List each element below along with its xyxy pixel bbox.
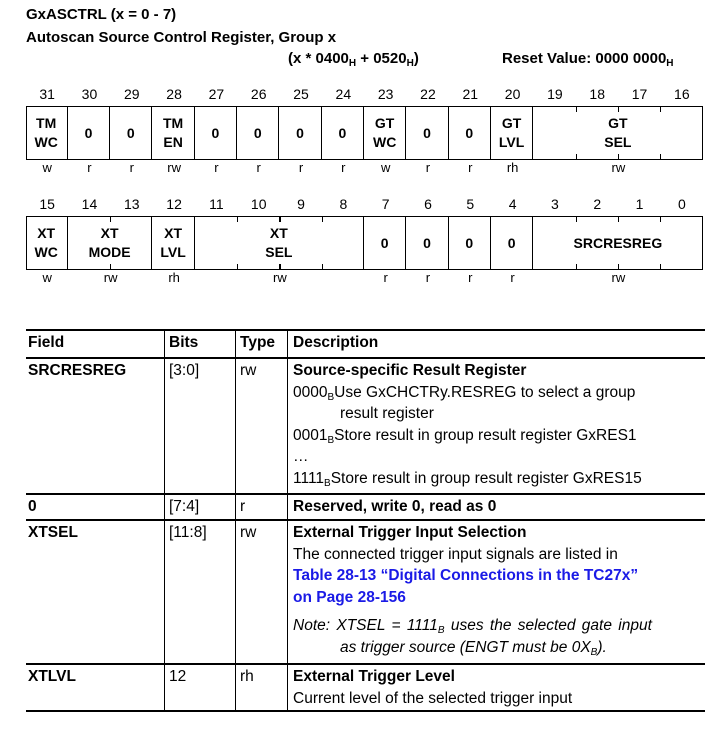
bit-number: 6	[424, 196, 432, 212]
header-bits: Bits	[169, 334, 199, 351]
bit-number: 12	[166, 196, 182, 212]
bit-number: 9	[297, 196, 305, 212]
bit-field-name: WC	[34, 134, 58, 150]
bit-field	[533, 217, 702, 269]
bit-number: 28	[166, 86, 182, 102]
bit-field-name: 0	[126, 124, 135, 141]
bit-number: 25	[293, 86, 309, 102]
bit-number: 1	[635, 196, 644, 212]
access-type: r	[129, 162, 134, 175]
bit-field-label	[423, 234, 431, 253]
bit-number: 16	[674, 86, 690, 102]
bit-number: 19	[547, 86, 563, 102]
bit-number: 7	[381, 196, 390, 212]
register-offset	[288, 50, 419, 67]
access-type: r	[425, 272, 431, 285]
field-bits: [3:0]	[169, 362, 200, 379]
bit-field-name: 0	[465, 234, 474, 251]
access-type: r	[341, 162, 346, 175]
offset-prefix: (x * 0400	[288, 50, 349, 67]
bit-field-label	[381, 234, 389, 253]
table-rule	[26, 357, 705, 359]
bit-field-label	[465, 234, 473, 253]
bit-field-label	[373, 114, 396, 152]
table-reference-link[interactable]: Table 28-13 “Digital Connections in the TC27x”	[293, 567, 639, 584]
bit-field-label	[508, 234, 516, 253]
page-reference-link[interactable]: on Page 28-156	[293, 588, 406, 606]
bit-field-label	[89, 224, 131, 262]
field-name: XTSEL	[28, 524, 78, 541]
bit-field	[26, 217, 68, 269]
bit-field	[533, 107, 702, 159]
bit-tick	[279, 217, 280, 222]
access-type: rh	[506, 162, 519, 175]
value-code: 0001	[293, 426, 328, 444]
bit-field-label	[85, 124, 93, 143]
bit-field	[279, 107, 321, 159]
bit-field	[364, 107, 406, 159]
bit-field-name: XT	[164, 225, 183, 241]
access-type: r	[383, 272, 388, 285]
bit-field-name: LVL	[160, 244, 186, 260]
header-field: Field	[28, 334, 65, 351]
description-text: Current level of the selected trigger input	[293, 689, 573, 707]
bit-number: 5	[466, 196, 475, 212]
access-type: w	[380, 162, 391, 175]
bit-tick	[660, 107, 661, 112]
access-type: r	[510, 272, 515, 285]
field-type: rh	[240, 668, 254, 685]
bit-field-label	[423, 124, 431, 143]
bit-number: 11	[209, 196, 224, 212]
bit-tick	[322, 264, 323, 269]
bit-field	[449, 107, 491, 159]
bit-tick	[576, 217, 577, 222]
field-bits: [11:8]	[169, 524, 207, 541]
bit-field	[26, 107, 68, 159]
bit-field-name: LVL	[498, 134, 525, 150]
bit-field	[364, 217, 406, 269]
reset-sub: H	[666, 58, 674, 69]
bit-number: 4	[508, 196, 517, 212]
bit-field-label	[34, 114, 57, 152]
bit-number: 13	[123, 196, 140, 212]
note-text: Note: XTSEL = 1111	[293, 617, 438, 634]
table-rule	[26, 519, 705, 521]
bit-field-name: TM	[36, 115, 57, 131]
bit-number: 2	[593, 196, 602, 212]
ellipsis: …	[293, 448, 309, 465]
bit-field-name: EN	[163, 134, 183, 150]
table-rule	[26, 493, 705, 495]
bit-field-name: WC	[34, 244, 58, 260]
bit-number: 14	[81, 196, 98, 212]
bit-field-name: MODE	[88, 244, 131, 260]
value-code: 0000	[293, 383, 328, 401]
bit-field-name: 0	[423, 124, 431, 141]
offset-sub: H	[348, 58, 357, 69]
bit-field-name: GT	[608, 115, 628, 131]
access-type: r	[87, 162, 92, 175]
bit-number: 21	[462, 86, 479, 102]
bit-tick	[279, 264, 280, 269]
column-divider	[287, 329, 288, 711]
bit-field-name: 0	[211, 124, 220, 141]
table-rule	[26, 329, 705, 331]
bit-field-name: XT	[100, 225, 119, 241]
bit-field-name: 0	[465, 124, 474, 141]
bit-field-name: 0	[423, 234, 431, 251]
table-rule	[26, 663, 705, 665]
bit-field-label	[499, 114, 524, 152]
bit-field-name: 0	[380, 234, 389, 251]
bit-field	[237, 107, 279, 159]
bit-field-label	[160, 224, 185, 262]
bit-field	[110, 107, 152, 159]
bit-field-label	[296, 124, 304, 143]
bit-tick	[576, 154, 577, 159]
bit-field-label	[465, 124, 473, 143]
bit-field-label	[127, 124, 135, 143]
bit-field-name: SEL	[265, 244, 293, 260]
access-type: w	[42, 162, 52, 175]
access-type: r	[298, 162, 304, 175]
bit-field	[152, 107, 194, 159]
bit-number: 17	[631, 86, 648, 102]
bit-tick	[322, 217, 323, 222]
note-continued	[293, 637, 705, 659]
access-type: r	[425, 162, 431, 175]
value-base: B	[327, 391, 335, 403]
bit-field	[152, 217, 194, 269]
bit-tick	[576, 264, 577, 269]
field-name: SRCRESREG	[28, 362, 127, 379]
access-type: r	[256, 162, 261, 175]
bit-field-name: 0	[296, 124, 304, 141]
value-text-continued: result register	[340, 405, 434, 422]
bit-tick	[110, 264, 111, 269]
bit-number: 27	[208, 86, 225, 102]
column-divider	[164, 329, 165, 711]
bit-field-label	[212, 124, 220, 143]
header-description: Description	[293, 334, 379, 351]
field-bits: 12	[169, 668, 187, 685]
bit-tick	[237, 217, 238, 222]
bit-tick	[237, 264, 238, 269]
access-type: rh	[168, 272, 180, 285]
bit-number: 24	[335, 86, 352, 102]
bit-tick	[618, 107, 619, 112]
bit-field	[491, 217, 533, 269]
field-description	[293, 522, 705, 658]
note-base: B	[437, 625, 445, 636]
bit-field	[491, 107, 533, 159]
note-text: as trigger source (ENGT must be 0X	[340, 638, 591, 656]
bit-field	[195, 107, 237, 159]
description-title: Source-specific Result Register	[293, 362, 527, 379]
reset-value	[502, 50, 674, 67]
field-name: 0	[28, 498, 37, 515]
bit-field-label	[265, 224, 292, 262]
value-base: B	[324, 477, 331, 489]
bit-field-name: 0	[507, 234, 516, 251]
bit-field-label	[574, 234, 663, 253]
bit-field-name: TM	[162, 115, 184, 131]
bit-number: 10	[250, 196, 267, 212]
description-title: External Trigger Level	[293, 668, 455, 685]
bit-tick	[576, 107, 577, 112]
bit-number: 23	[377, 86, 394, 102]
bit-field-name: XT	[37, 225, 56, 241]
bit-number: 20	[504, 86, 521, 102]
bit-number: 30	[81, 86, 98, 102]
value-entry	[293, 382, 703, 404]
bit-field-name: 0	[84, 124, 93, 141]
bit-numbers	[26, 86, 703, 104]
bit-field-name: WC	[372, 134, 397, 150]
field-type: r	[240, 498, 246, 515]
register-name: GxASCTRL (x = 0 - 7)	[26, 6, 177, 23]
bit-tick	[618, 264, 619, 269]
bit-number: 15	[39, 196, 55, 212]
bit-field-label	[338, 124, 346, 143]
access-type: r	[214, 162, 219, 175]
access-type: rw	[611, 272, 626, 285]
bit-tick	[660, 154, 661, 159]
bit-field	[68, 107, 110, 159]
bit-field-name: XT	[269, 225, 288, 241]
bit-tick	[660, 217, 661, 222]
register-title: Autoscan Source Control Register, Group x	[26, 29, 337, 46]
bit-field	[449, 217, 491, 269]
bit-number: 22	[420, 86, 436, 102]
bit-tick	[618, 154, 619, 159]
bit-field-label	[163, 114, 183, 152]
bit-tick	[110, 217, 111, 222]
field-name: XTLVL	[28, 668, 76, 685]
description-title: External Trigger Input Selection	[293, 524, 527, 541]
access-type: r	[468, 272, 473, 285]
bit-field	[68, 217, 153, 269]
bit-field-box	[26, 106, 703, 160]
bit-number: 26	[250, 86, 267, 102]
description-text: The connected trigger input signals are listed in	[293, 545, 618, 563]
offset-suffix: )	[413, 50, 419, 67]
value-base: B	[327, 434, 335, 446]
value-text: Use GxCHCTRy.RESREG to select a group	[334, 383, 636, 401]
bit-number: 18	[589, 86, 605, 102]
note-base: B	[590, 646, 598, 658]
note-text: uses the selected gate input	[444, 617, 652, 634]
bit-field	[406, 107, 448, 159]
note-text: ).	[597, 638, 607, 656]
value-text: Store result in group result register GxRES1	[334, 426, 637, 444]
bit-field	[406, 217, 448, 269]
bit-tick	[660, 264, 661, 269]
offset-mid: + 0520	[356, 50, 407, 67]
bit-number: 29	[123, 86, 140, 102]
bit-field-label	[34, 224, 57, 262]
bit-field-label	[254, 124, 262, 143]
field-description	[293, 360, 703, 489]
access-type: rw	[167, 162, 181, 175]
bit-field	[195, 217, 364, 269]
bit-number: 3	[551, 196, 559, 212]
field-type: rw	[240, 524, 257, 541]
access-type: r	[468, 162, 473, 175]
field-description	[293, 666, 703, 709]
bit-field-box	[26, 216, 703, 270]
bit-field-name: SEL	[604, 134, 632, 150]
offset-sub: H	[406, 58, 414, 69]
bit-number: 0	[677, 196, 686, 212]
access-type: rw	[273, 272, 287, 285]
value-entry	[293, 425, 703, 447]
value-code: 1111	[293, 469, 325, 487]
value-text: Store result in group result register GxRES15	[330, 469, 642, 487]
bit-numbers	[26, 196, 703, 214]
field-type: rw	[240, 362, 257, 379]
value-entry	[293, 468, 703, 490]
bit-field-name: 0	[253, 124, 262, 141]
bit-field-name: GT	[501, 115, 522, 131]
description-title: Reserved, write 0, read as 0	[293, 498, 497, 515]
access-type: w	[42, 272, 52, 285]
column-divider	[235, 329, 236, 711]
header-type: Type	[240, 334, 276, 351]
table-rule	[26, 710, 705, 712]
bit-field	[322, 107, 364, 159]
reset-label: Reset Value: 0000 0000	[502, 50, 667, 67]
access-type: rw	[103, 272, 118, 285]
bit-field-name: SRCRESREG	[573, 234, 663, 251]
bit-number: 8	[339, 196, 348, 212]
bit-field-name: 0	[338, 124, 347, 141]
bit-field-label	[604, 114, 631, 152]
bit-number: 31	[39, 86, 55, 102]
bit-tick	[618, 217, 619, 222]
access-type: rw	[611, 162, 626, 175]
field-bits: [7:4]	[169, 498, 200, 515]
bit-field-name: GT	[374, 115, 395, 131]
note	[293, 615, 705, 637]
